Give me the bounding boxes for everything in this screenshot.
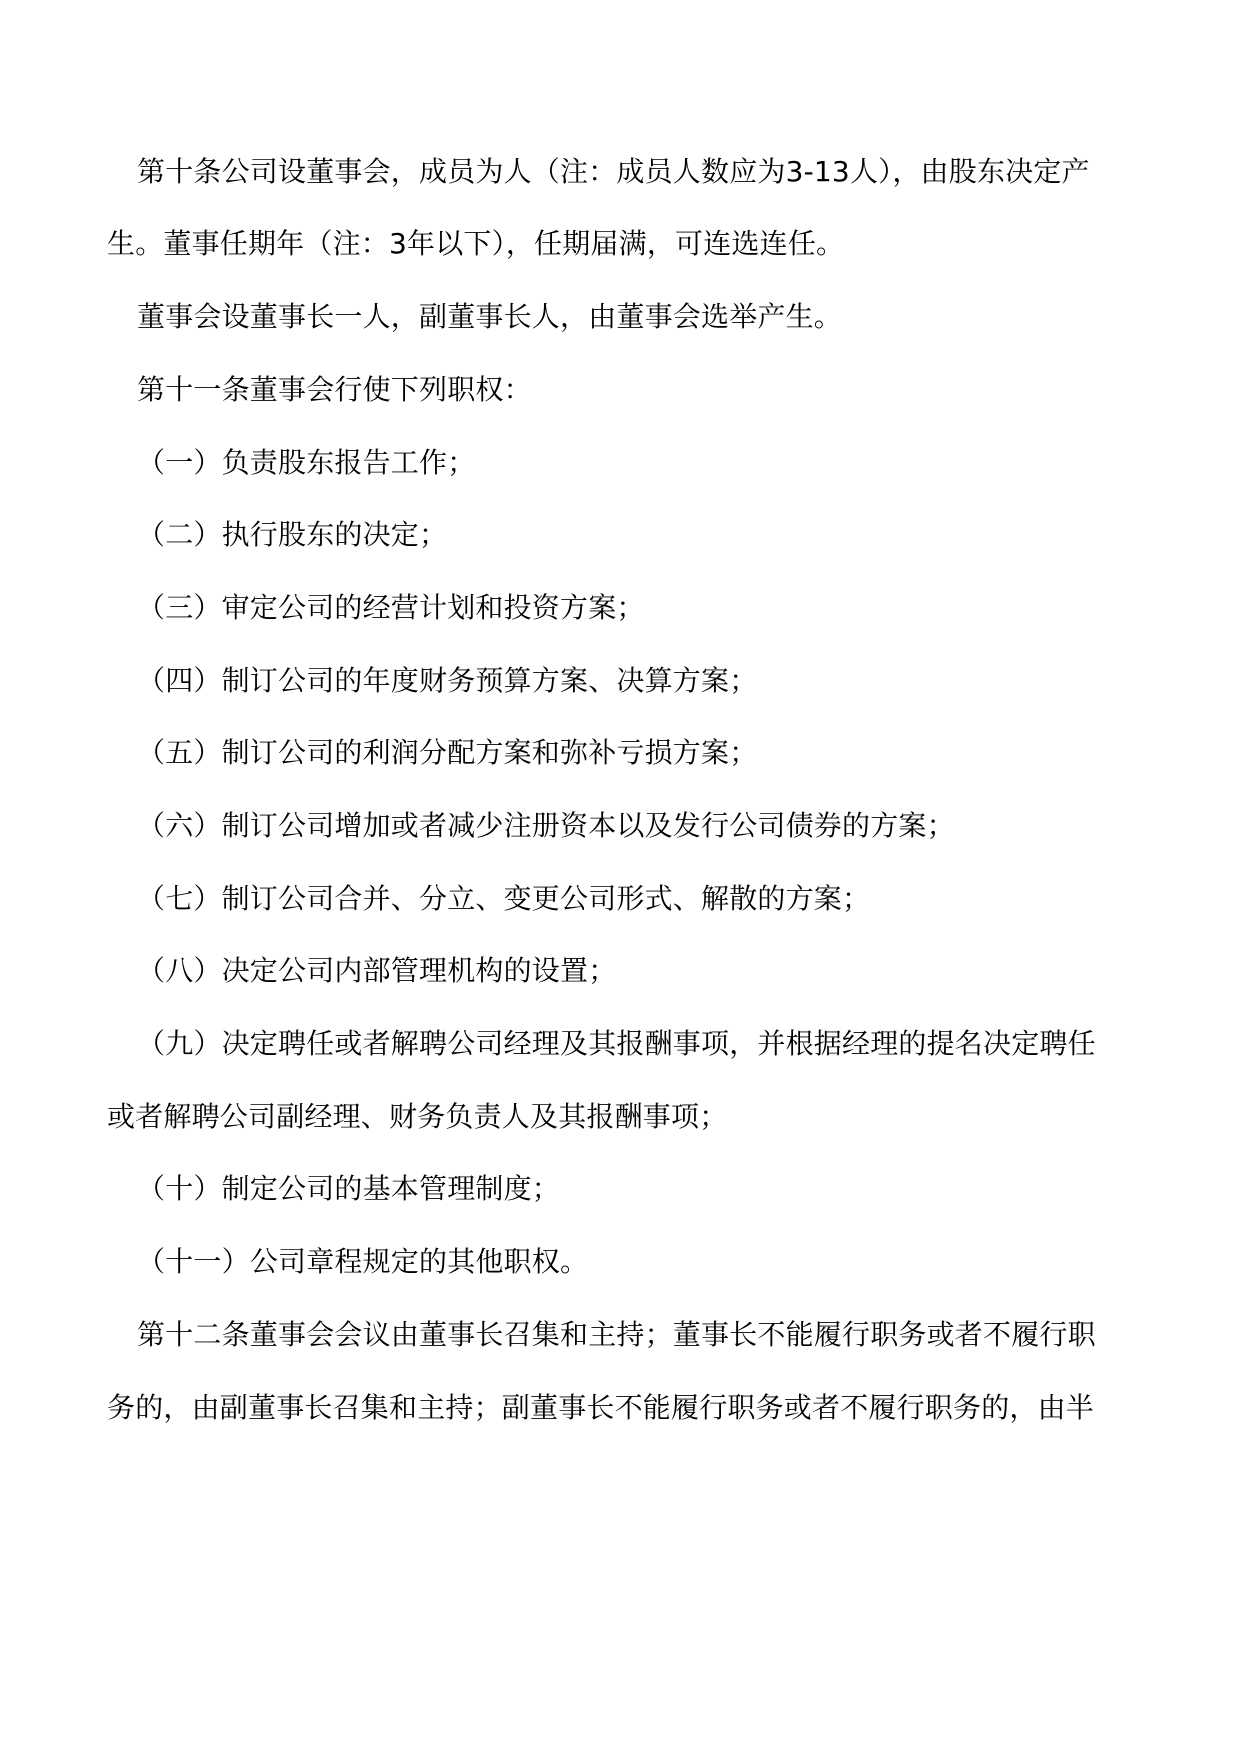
power-item-1: （一）负责股东报告工作； <box>137 446 476 479</box>
power-item-9-line-2: 或者解聘公司副经理、财务负责人及其报酬事项； <box>107 1100 728 1133</box>
power-item-4: （四）制订公司的年度财务预算方案、决算方案； <box>137 664 758 697</box>
board-chair-paragraph: 董事会设董事长一人，副董事长人，由董事会选举产生。 <box>137 300 843 333</box>
power-item-8: （八）决定公司内部管理机构的设置； <box>137 954 617 987</box>
article-11-heading: 第十一条董事会行使下列职权： <box>137 373 532 406</box>
power-item-7: （七）制订公司合并、分立、变更公司形式、解散的方案； <box>137 882 871 915</box>
power-item-3: （三）审定公司的经营计划和投资方案； <box>137 591 645 624</box>
power-item-10: （十）制定公司的基本管理制度； <box>137 1172 561 1205</box>
article-10-line-2: 生。董事任期年（注：3年以下），任期届满，可连选连任。 <box>107 227 845 260</box>
article-12-line-1: 第十二条董事会会议由董事长召集和主持；董事长不能履行职务或者不履行职 <box>137 1318 1096 1351</box>
power-item-9-line-1: （九）决定聘任或者解聘公司经理及其报酬事项，并根据经理的提名决定聘任 <box>137 1027 1096 1060</box>
power-item-2: （二）执行股东的决定； <box>137 518 448 551</box>
article-10-line-1: 第十条公司设董事会，成员为人（注：成员人数应为3-13人），由股东决定产 <box>137 155 1090 188</box>
power-item-5: （五）制订公司的利润分配方案和弥补亏损方案； <box>137 736 758 769</box>
power-item-11: （十一）公司章程规定的其他职权。 <box>137 1245 589 1278</box>
power-item-6: （六）制订公司增加或者减少注册资本以及发行公司债券的方案； <box>137 809 955 842</box>
article-12-line-2: 务的，由副董事长召集和主持；副董事长不能履行职务或者不履行职务的，由半 <box>107 1391 1095 1424</box>
